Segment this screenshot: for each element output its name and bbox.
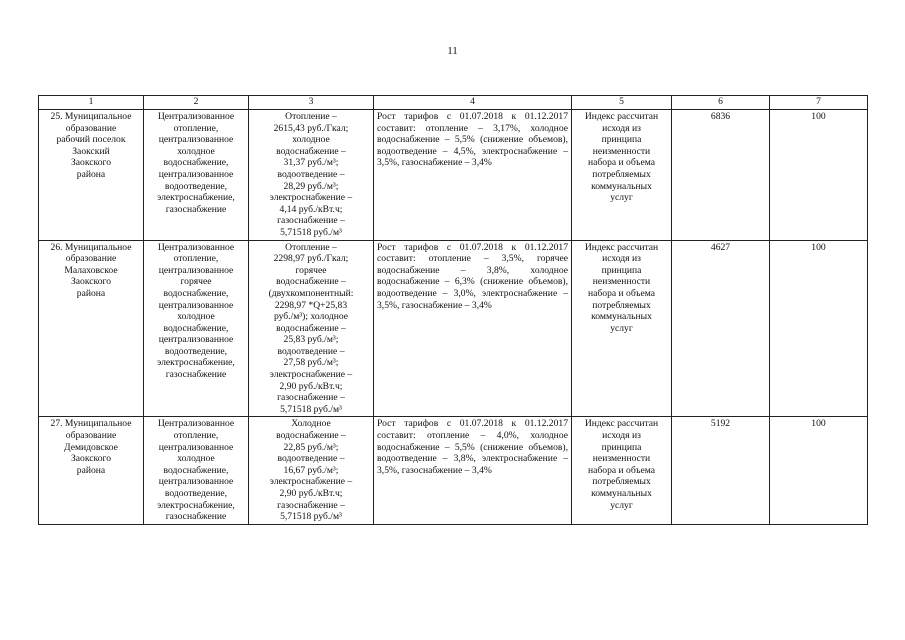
municipality-cell (39, 110, 144, 241)
municipality-cell (39, 240, 144, 417)
cell-line: 2,90 руб./кВт.ч; (279, 380, 343, 392)
cell-line: исходя из (602, 430, 641, 442)
cell-line: 5,71518 руб./м³ (280, 226, 342, 238)
tariff-growth-cell (374, 417, 572, 524)
column-header: 7 (770, 96, 868, 110)
cell-line: Индекс рассчитан (584, 111, 659, 122)
cell-line: централизованное (158, 168, 234, 180)
cell-text: 6836 (710, 111, 731, 122)
cell-line: коммунальных (591, 180, 652, 192)
cell-line: электроснабжение – (269, 192, 353, 204)
table-row (39, 240, 868, 417)
cell-line: электроснабжение, (157, 357, 235, 369)
cell-line: холодное (292, 134, 330, 146)
cell-line: водоснабжение – (276, 322, 346, 334)
population-cell (672, 417, 770, 524)
cell-line: Индекс рассчитан (584, 241, 659, 253)
cell-text: Рост тарифов с 01.07.2018 к 01.12.2017 составит: отопление – 3,17%, холодное водоснабжение – 5,5% (снижение объемов), водоотведение – 4,5%, электроснабжение – 3,5%, газоснабжение – 3,4% (377, 111, 568, 169)
cell-line: электроснабжение, (157, 499, 235, 511)
cell-line: потребляемых (592, 299, 651, 311)
cell-line: района (76, 287, 106, 299)
column-header: 4 (374, 96, 572, 110)
services-cell (144, 110, 249, 241)
cell-line: исходя из (602, 122, 641, 134)
cell-line: водоотведение, (164, 345, 228, 357)
cell-line: газоснабжение – (277, 215, 345, 227)
cell-line: руб./м³); холодное (273, 311, 349, 323)
table-header-row (39, 96, 868, 110)
cell-line: водоснабжение, (163, 464, 229, 476)
cell-line: 2298,97 руб./Гкал; (273, 253, 349, 265)
cell-line: водоснабжение – (276, 276, 346, 288)
cell-text: 5192 (710, 418, 731, 430)
cell-text: 4627 (710, 241, 731, 253)
cell-text: 100 (811, 111, 826, 122)
cell-line: 2615,43 руб./Гкал; (273, 122, 349, 134)
share-cell (770, 110, 868, 241)
cell-line: потребляемых (592, 476, 651, 488)
cell-line: Централизованное (157, 111, 235, 122)
cell-line: Заокского (70, 276, 111, 288)
column-header: 1 (39, 96, 144, 110)
municipality-cell (39, 417, 144, 524)
cell-line: набора и объема (588, 464, 655, 476)
cell-line: холодное (177, 453, 215, 465)
cell-line: Демидовское (64, 441, 118, 453)
cell-line: 16,67 руб./м³; (283, 464, 339, 476)
cell-line: газоснабжение (165, 203, 227, 215)
cell-line: образование (65, 253, 117, 265)
cell-line: коммунальных (591, 311, 652, 323)
cell-line: водоснабжение, (163, 322, 229, 334)
cell-text: Рост тарифов с 01.07.2018 к 01.12.2017 составит: отопление – 3,5%, горячее водоснабжение – 3,8%, холодное водоснабжение – 6,3% (снижение объемов), водоотведение – 3,0%, электроснабжение – 3,5%, газоснабжение – 3,4% (377, 241, 568, 311)
cell-line: Малаховское (64, 264, 118, 276)
page-number: 11 (447, 45, 458, 57)
cell-line: неизменности (592, 453, 651, 465)
tariff-growth-cell (374, 240, 572, 417)
cell-line: централизованное (158, 264, 234, 276)
cell-text: Рост тарифов с 01.07.2018 к 01.12.2017 составит: отопление – 4,0%, холодное водоснабжение – 5,5% (снижение объемов), водоотведение – 3,8%, электроснабжение – 3,5%, газоснабжение – 3,4% (377, 418, 568, 476)
cell-line: принципа (601, 264, 642, 276)
cell-line: 26. Муниципальное (50, 241, 132, 253)
cell-line: водоотведение, (164, 180, 228, 192)
column-header: 3 (249, 96, 374, 110)
cell-line: электроснабжение, (157, 192, 235, 204)
cell-line: Индекс рассчитан (584, 418, 659, 430)
services-cell (144, 240, 249, 417)
cell-line: газоснабжение (165, 511, 227, 523)
cell-line: Заокского (70, 157, 111, 169)
cell-line: 5,71518 руб./м³ (280, 403, 342, 415)
cell-line: неизменности (592, 145, 651, 157)
cell-line: неизменности (592, 276, 651, 288)
cell-line: 4,14 руб./кВт.ч; (279, 203, 343, 215)
cell-line: 28,29 руб./м³; (283, 180, 339, 192)
cell-line: газоснабжение – (277, 499, 345, 511)
cell-line: 27,58 руб./м³; (283, 357, 339, 369)
column-header: 2 (144, 96, 249, 110)
tariff-growth-cell (374, 110, 572, 241)
column-header: 5 (572, 96, 672, 110)
cell-line: (двухкомпонентный: (268, 287, 354, 299)
cell-line: водоснабжение, (163, 157, 229, 169)
cell-line: горячее (180, 276, 212, 288)
share-cell (770, 240, 868, 417)
cell-line: отопление, (173, 122, 219, 134)
cell-line: принципа (601, 441, 642, 453)
cell-line: горячее (295, 264, 327, 276)
cell-line: 2298,97 *Q+25,83 (274, 299, 348, 311)
cell-line: централизованное (158, 441, 234, 453)
cell-line: потребляемых (592, 168, 651, 180)
cell-line: Заокский (72, 145, 110, 157)
cell-line: Централизованное (157, 418, 235, 430)
cell-line: централизованное (158, 334, 234, 346)
cell-line: электроснабжение – (269, 369, 353, 381)
share-cell (770, 417, 868, 524)
table-row (39, 417, 868, 524)
index-basis-cell (572, 417, 672, 524)
cell-line: услуг (610, 192, 633, 204)
cell-line: услуг (610, 322, 633, 334)
cell-line: Централизованное (157, 241, 235, 253)
cell-line: водоснабжение – (276, 145, 346, 157)
cell-line: набора и объема (588, 157, 655, 169)
cell-line: 2,90 руб./кВт.ч; (279, 488, 343, 499)
cell-line: водоснабжение – (276, 430, 346, 442)
cell-line: рабочий поселок (56, 134, 126, 146)
tariffs-cell (249, 417, 374, 524)
cell-text: 100 (811, 418, 826, 430)
cell-line: водоотведение – (277, 453, 345, 465)
cell-text: 100 (811, 241, 826, 253)
cell-line: 22,85 руб./м³; (283, 441, 339, 453)
cell-line: Холодное (291, 418, 331, 430)
cell-line: водоснабжение, (163, 287, 229, 299)
cell-line: централизованное (158, 299, 234, 311)
cell-line: отопление, (173, 430, 219, 442)
table-row (39, 110, 868, 241)
cell-line: исходя из (602, 253, 641, 265)
cell-line: электроснабжение – (269, 476, 353, 488)
table-body (39, 110, 868, 525)
cell-line: образование (65, 122, 117, 134)
cell-line: водоотведение – (277, 345, 345, 357)
cell-line: набора и объема (588, 287, 655, 299)
cell-line: Заокского (70, 453, 111, 465)
cell-line: принципа (601, 134, 642, 146)
cell-line: 25. Муниципальное (50, 111, 132, 122)
cell-line: 27. Муниципальное (50, 418, 132, 430)
cell-line: централизованное (158, 134, 234, 146)
cell-line: 5,71518 руб./м³ (280, 511, 342, 523)
cell-line: газоснабжение – (277, 392, 345, 404)
cell-line: 31,37 руб./м³; (283, 157, 339, 169)
cell-line: водоотведение, (164, 488, 228, 499)
cell-line: Отопление – (285, 111, 337, 122)
cell-line: холодное (177, 311, 215, 323)
tariff-table (38, 95, 868, 525)
population-cell (672, 240, 770, 417)
population-cell (672, 110, 770, 241)
tariffs-cell (249, 110, 374, 241)
cell-line: услуг (610, 499, 633, 511)
cell-line: 25,83 руб./м³; (283, 334, 339, 346)
cell-line: отопление, (173, 253, 219, 265)
cell-line: газоснабжение (165, 369, 227, 381)
cell-line: холодное (177, 145, 215, 157)
cell-line: Отопление – (285, 241, 337, 253)
cell-line: коммунальных (591, 488, 652, 499)
cell-line: района (76, 168, 106, 180)
tariffs-cell (249, 240, 374, 417)
cell-line: централизованное (158, 476, 234, 488)
index-basis-cell (572, 240, 672, 417)
cell-line: района (76, 464, 106, 476)
services-cell (144, 417, 249, 524)
cell-line: образование (65, 430, 117, 442)
column-header: 6 (672, 96, 770, 110)
cell-line: водоотведение – (277, 168, 345, 180)
index-basis-cell (572, 110, 672, 241)
